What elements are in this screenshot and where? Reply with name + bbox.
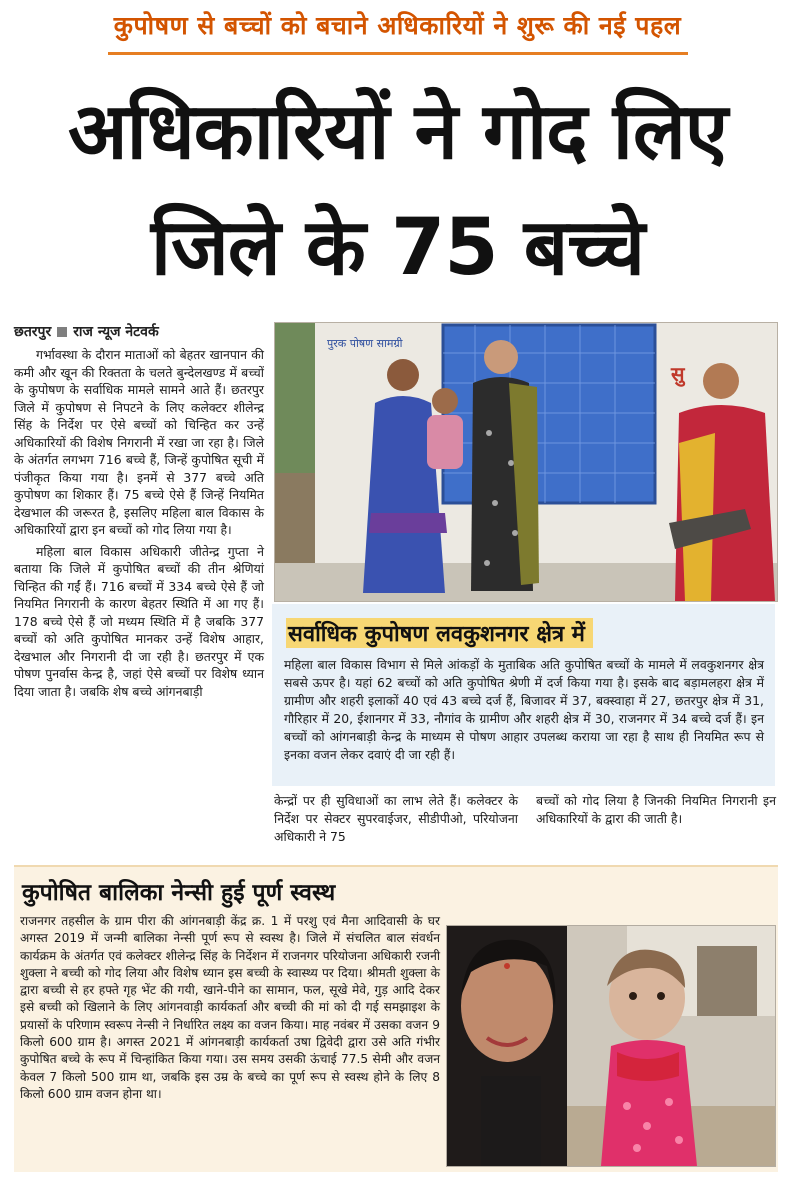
dateline (14, 322, 264, 341)
anganwadi-photo-illustration (275, 323, 777, 601)
continued-column-2: बच्चों को गोद लिया है जिनकी नियमित निगरानी इन अधिकारियों के द्वारा की जाती है। (536, 793, 776, 826)
story-body: राजनगर तहसील के ग्राम पीरा की आंगनबाड़ी केंद्र क्र. 1 में परशु एवं मैना आदिवासी के घर अगस्त 2019 में जन्मी बालिका नेन्सी पूर्ण रूप से स्वस्थ है। जिले में संचलित बाल संवर्धन कार्यक्रम के अंतर्गत एवं कलेक्टर शीलेन्द्र सिंह के निर्देशन में राजनगर परियोजना अधिकारी रजनी शुक्ला ने बच्ची को गोद लिया और विशेष ध्यान इस बच्ची के स्वास्थ्य पर दिया। श्रीमती शुक्ला के द्वारा बच्ची से हर हफ्ते गृह भेंट की गयी, खाने-पीने का सामान, फल, सूखे मेवे, गुड़ आदि देकर इसे बच्ची को खिलाने के लिए आंगनवाड़ी कार्यकर्ता और बच्ची की मां को दी गई समझाइश के प्रयासों के परिणाम स्वरूप नेन्सी ने निर्धारित लक्ष्य का वजन किया। माह नवंबर में उसका वजन 9 किलो 600 ग्राम है। अगस्त 2021 में आंगनबाड़ी कार्यकर्ता उषा द्विवेदी द्वारा उसे अति गंभीर कुपोषित बच्चे के रूप में चिन्हांकित किया गया। उस समय उसकी ऊंचाई 77.5 सेमी और वजन केवल 7 किलो 500 ग्राम था, जबकि इस उम्र के बच्चे का पूर्ण रूप से स्वस्थ होने के लिए 8 किलो 600 ग्राम वजन होना था। (20, 914, 440, 1101)
story-box (14, 865, 778, 1172)
kicker-headline: कुपोषण से बच्चों को बचाने अधिकारियों ने शुरू की नई पहल (113, 11, 682, 40)
anganwadi-photo (274, 322, 778, 602)
wall-text: पुरक पोषण सामग्री (327, 337, 403, 350)
dateline-place: छतरपुर (14, 324, 52, 340)
headline-line-1: अधिकारियों ने गोद लिए (68, 87, 727, 177)
story-title: कुपोषित बालिका नेन्सी हुई पूर्ण स्वस्थ (22, 880, 336, 906)
continued-column-1: केन्द्रों पर ही सुविधाओं का लाभ लेते हैं। कलेक्टर के निर्देश पर सेक्टर सुपरवाईजर, सीडीपीओ, परियोजना अधिकारी ने 75 (274, 793, 518, 844)
kicker-underline (108, 52, 688, 55)
svg-text:सु: सु (671, 362, 685, 386)
sidebar-title: सर्वाधिक कुपोषण लवकुशनगर क्षेत्र में (286, 618, 593, 648)
dateline-agency: राज न्यूज नेटवर्क (73, 324, 159, 340)
article-paragraph-2: महिला बाल विकास अधिकारी जीतेन्द्र गुप्ता ने बताया कि जिले में कुपोषित बच्चों की तीन श्रेणियां चिन्हित की गईं हैं। 716 बच्चों में 334 बच्चे ऐसे हैं जो नियमित निगरानी के कारण बेहतर स्थिति में आ गए हैं। 178 बच्चे ऐसे हैं जो मध्यम स्थिति में है जबकि 377 बच्चों को अति कुपोषित मानकर उन्हें विशेष आहार, देखभाल और निगरानी दी जा रही है। छतरपुर में एक पोषण पुनर्वास केन्द्र है, जहां ऐसे बच्चों पर विशेष ध्यान दिया जाता है। जबकि शेष बच्चे आंगनबाड़ी (14, 543, 264, 699)
officer-and-child-illustration (447, 926, 775, 1166)
sidebar-body: महिला बाल विकास विभाग से मिले आंकड़ों के मुताबिक अति कुपोषित बच्चों के मामले में लवकुशनगर क्षेत्र सबसे ऊपर है। यहां 62 बच्चों को अति कुपोषित श्रेणी में दर्ज किया गया है। इसके बाद बड़ामलहरा क्षेत्र में ग्रामीण और शहरी इलाकों 40 एवं 43 बच्चे दर्ज हैं, बिजावर में 37, बक्स्वाहा में 27, छतरपुर क्षेत्र में 31, गौरिहार में 20, ईशानगर में 33, नौगांव के ग्रामीण और शहरी क्षेत्र में 30, राजनगर में 34 बच्चे दर्ज हैं। इन बच्चों को आंगनबाड़ी केन्द्र के माध्यम से पोषण आहार उपलब्ध कराया जा रहा है साथ ही नियमित रूप से इनका वजन लेकर दवाएं दी जा रही हैं। (284, 657, 764, 762)
article-body-column (14, 346, 264, 704)
headline-line-2: जिले के 75 बच्चे (150, 203, 645, 293)
sidebar-statistics-box (272, 604, 775, 786)
officer-and-child-photo (446, 925, 776, 1167)
article-paragraph-1: गर्भावस्था के दौरान माताओं को बेहतर खानपान की कमी और खून की रिक्तता के चलते बुन्देलखण्ड में बच्चों के कुपोषण के सर्वाधिक मामले सामने आते हैं। छतरपुर जिले में कुपोषण से निपटने के लिए कलेक्टर शीलेन्द्र सिंह के निर्देश पर ऐसे बच्चों को चिन्हित कर उन्हें अधिकारियों की विशेष निगरानी में रखा जा रहा है। जिले के अंतर्गत लगभग 716 बच्चे हैं, जिन्हें कुपोषित सूची में पंजीकृत किया गया है। इनमें से 377 बच्चे अति कुपोषण का शिकार हैं। 75 बच्चे ऐसे हैं जिन्हें नियमित देखभाल की जरूरत है, इसलिए महिला बाल विकास के अधिकारियों द्वारा इन बच्चों को गोद लिया गया है। (14, 347, 264, 537)
dateline-square-icon (57, 327, 67, 337)
